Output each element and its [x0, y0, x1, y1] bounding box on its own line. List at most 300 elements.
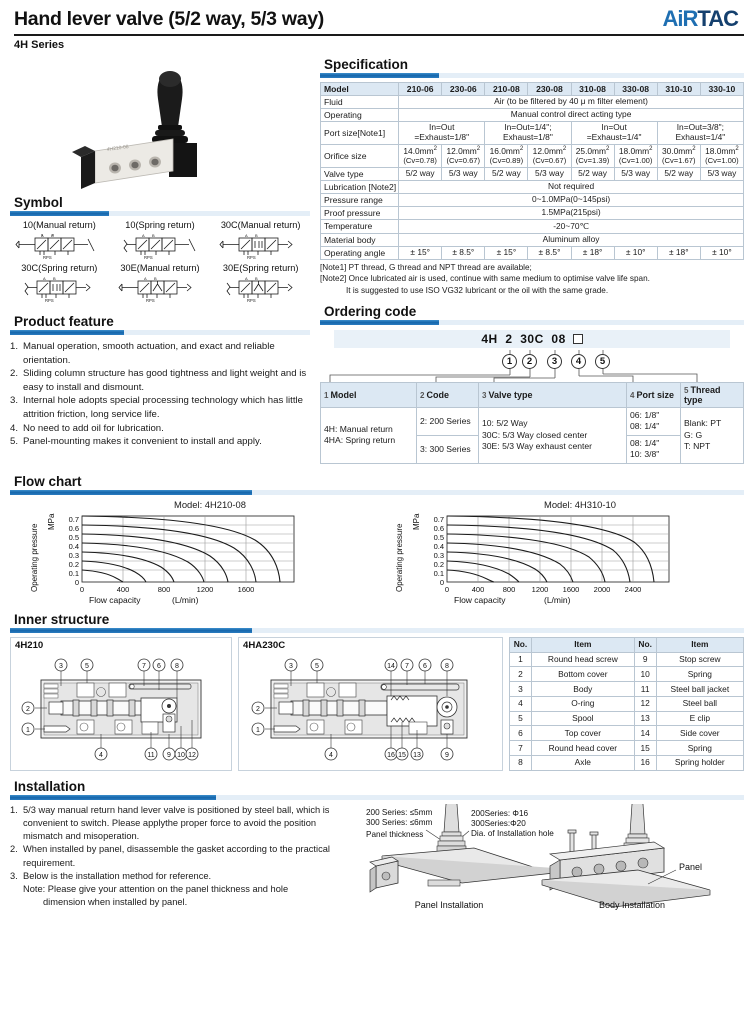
svg-text:B: B: [254, 233, 258, 238]
product-photo: [10, 55, 310, 193]
section-flow-chart: [10, 472, 744, 495]
list-item: [10, 435, 310, 449]
table-row: [321, 109, 744, 122]
orifice-area: $16.0mm^2$: [489, 146, 524, 157]
section-accent-bar: [10, 330, 310, 335]
model-option: 4H: Manual return: [324, 423, 393, 434]
svg-text:0.1: 0.1: [68, 568, 79, 578]
orifice-cell: [657, 145, 700, 168]
valve-type-cell: 5/2 way: [485, 167, 528, 180]
svg-text:8: 8: [175, 662, 179, 670]
list-item: [10, 422, 310, 436]
note-line-1: Note: Please give your attention on the panel thickness and hole: [23, 884, 289, 894]
table-row: [510, 711, 744, 726]
ordering-header-code: [417, 382, 479, 407]
svg-text:1200: 1200: [196, 584, 214, 594]
page-title: Hand lever valve (5/2 way, 5/3 way): [14, 8, 324, 30]
part-no: 9: [634, 652, 656, 667]
left-column: [10, 55, 310, 464]
orifice-cell: [700, 145, 743, 168]
section-installation: [10, 777, 744, 800]
angle-cell: ± 8.5°: [442, 246, 485, 259]
inner-structure-row: [10, 637, 744, 771]
ordering-code-diagram: [320, 330, 744, 464]
part-item: Round head screw: [532, 652, 635, 667]
svg-text:0.5: 0.5: [433, 532, 444, 542]
header-num: 5: [684, 385, 689, 395]
part-no: 3: [510, 682, 532, 697]
svg-text:B: B: [151, 233, 155, 238]
orifice-area: $18.0mm^2$: [705, 146, 739, 157]
ordering-bubble-3: 3: [547, 354, 562, 369]
svg-text:2: 2: [256, 705, 260, 713]
orifice-cv: (Cv=0.67): [532, 155, 567, 165]
svg-text:0.6: 0.6: [68, 523, 79, 533]
table-row: [321, 167, 744, 180]
table-row-header: [321, 382, 744, 407]
specification-table: [320, 82, 744, 260]
table-row: [321, 407, 744, 435]
section-accent-bar: [10, 490, 744, 495]
svg-text:Operating pressure: Operating pressure: [395, 523, 404, 592]
item-text: Sliding column structure has good tightness and light weight and is easy to install and dismount.: [23, 368, 307, 393]
header-num: 3: [482, 390, 487, 400]
spec-port-group: [571, 122, 657, 145]
section-ordering-code: [320, 302, 744, 325]
part-no: 8: [510, 756, 532, 771]
symbol-cell: [211, 263, 310, 304]
code-part-4: 08: [551, 331, 566, 346]
chart-title-2: Model: 4H310-10: [544, 498, 616, 510]
ordering-cell-port-size-300: [627, 435, 681, 463]
svg-text:4: 4: [99, 751, 103, 759]
section-title-ordering-code: Ordering code: [324, 303, 417, 319]
valve-type-cell: 5/3 way: [614, 167, 657, 180]
svg-text:4H210-08: 4H210-08: [106, 143, 130, 153]
spec-row-label: Lubrication [Note2]: [321, 181, 399, 194]
symbol-label: 30E(Spring return): [222, 263, 299, 273]
code-part-3: 30C: [520, 331, 544, 346]
orifice-cv: (Cv=1.00): [705, 155, 739, 165]
spec-model-col: 210-06: [399, 83, 442, 96]
svg-text:1600: 1600: [237, 584, 255, 594]
symbol-diagram-52-manual: [10, 231, 109, 261]
item-number: 2.: [10, 368, 19, 380]
port-size-option: 06: 1/8": [630, 409, 660, 420]
svg-text:0.4: 0.4: [433, 541, 444, 551]
svg-text:16: 16: [387, 751, 395, 759]
svg-text:3: 3: [289, 662, 293, 670]
spec-row-label: Valve type: [321, 167, 399, 180]
list-item: [10, 843, 358, 869]
item-text: Manual operation, smooth actuation, and exact and reliable orientation.: [23, 341, 275, 366]
header-label: Code: [426, 389, 449, 400]
svg-text:10: 10: [177, 751, 185, 759]
svg-text:RPS: RPS: [246, 298, 256, 303]
ordering-bubble-1: 1: [502, 354, 517, 369]
svg-text:12: 12: [188, 751, 196, 759]
svg-text:A: A: [41, 233, 44, 238]
flow-chart-1: [10, 499, 374, 606]
symbol-label: 30C(Spring return): [21, 263, 98, 273]
svg-text:6: 6: [157, 662, 161, 670]
port-size-option: 10: 3/8": [630, 449, 660, 460]
valve-type-cell: 5/2 way: [571, 167, 614, 180]
header-num: 4: [630, 390, 635, 400]
orifice-cv: (Cv=1.00): [618, 155, 653, 165]
table-row: [510, 682, 744, 697]
spec-model-col: 230-08: [528, 83, 571, 96]
svg-text:0.3: 0.3: [68, 550, 79, 560]
item-number: 2.: [10, 844, 18, 855]
thread-type-option: G: G: [684, 429, 703, 440]
svg-text:9: 9: [445, 751, 449, 759]
inner-structure-drawing-1: [11, 638, 231, 770]
ordering-bubble-4: 4: [571, 354, 586, 369]
angle-cell: ± 10°: [614, 246, 657, 259]
flow-chart-2: [380, 499, 744, 606]
symbol-cell: [211, 220, 310, 261]
svg-text:1200: 1200: [531, 584, 549, 594]
part-item: Side cover: [656, 726, 743, 741]
spec-port-group: [657, 122, 743, 145]
ordering-code-table: [320, 382, 744, 464]
spec-row-value: Manual control direct acting type: [399, 109, 744, 122]
caption-panel-installation: Panel Installation: [414, 899, 484, 910]
ordering-header-port-size: [627, 382, 681, 407]
table-row: [321, 96, 744, 109]
section-title-specification: Specification: [324, 57, 409, 72]
item-text: When installed by panel, disassemble the gasket according to the practical requirement.: [23, 844, 330, 868]
table-row: [510, 741, 744, 756]
item-number: 1.: [10, 804, 18, 815]
svg-text:RPS: RPS: [45, 298, 54, 303]
angle-cell: ± 15°: [485, 246, 528, 259]
parts-header-item2: Item: [656, 637, 743, 652]
part-item: E clip: [656, 711, 743, 726]
item-text: Internal hole adopts special processing technology which has little attrition friction, long service life.: [23, 395, 303, 421]
valve-type-cell: 5/3 way: [442, 167, 485, 180]
port-size-option: 08: 1/4": [630, 421, 660, 432]
part-no: 11: [634, 682, 656, 697]
angle-cell: ± 10°: [700, 246, 743, 259]
svg-text:0: 0: [74, 577, 79, 587]
part-no: 1: [510, 652, 532, 667]
part-item: Steel ball jacket: [656, 682, 743, 697]
svg-text:RPS: RPS: [145, 298, 155, 303]
spec-port-group: [485, 122, 571, 145]
angle-cell: ± 18°: [657, 246, 700, 259]
svg-text:0.7: 0.7: [433, 514, 444, 524]
note-2: [Note2] Once lubricated air is used, continue with same medium to optimise valve life span.: [320, 274, 650, 284]
item-number: 4.: [10, 422, 19, 434]
svg-text:0.5: 0.5: [68, 532, 79, 542]
port-line1: In=Out=1/4";: [504, 122, 552, 133]
note-3: It is suggested to use ISO VG32 lubricant or the oil with the same grade.: [346, 285, 609, 295]
part-no: 2: [510, 667, 532, 682]
valve-type-cell: 5/3 way: [528, 167, 571, 180]
spec-row-label: Pressure range: [321, 194, 399, 207]
svg-text:400: 400: [471, 584, 485, 594]
list-item: [10, 804, 358, 844]
spec-model-col: 330-10: [700, 83, 743, 96]
code-part-5-blank-box: [573, 334, 583, 344]
header-label: Port size: [636, 389, 674, 400]
table-row: [321, 220, 744, 233]
ordering-header-thread-type: [681, 382, 744, 407]
angle-cell: ± 15°: [399, 246, 442, 259]
part-no: 10: [634, 667, 656, 682]
part-item: Body: [532, 682, 635, 697]
section-symbol: [10, 193, 310, 216]
svg-text:A: A: [141, 233, 145, 238]
symbol-diagram-30c-manual: [211, 231, 310, 261]
table-row: [321, 145, 744, 168]
ordering-header-model: [321, 382, 417, 407]
product-feature-list: [10, 340, 310, 449]
inner-diagram-2-label: 4HA230C: [243, 639, 286, 651]
svg-text:Flow capacity: Flow capacity: [454, 594, 506, 605]
note-line-2: dimension when installed by panel.: [43, 897, 188, 908]
svg-text:0.2: 0.2: [433, 559, 444, 569]
port-line1: In=Out=3/8";: [676, 122, 724, 133]
table-row: [510, 652, 744, 667]
part-no: 12: [634, 696, 656, 711]
parts-header-item1: Item: [532, 637, 635, 652]
section-title-product-feature: Product feature: [14, 314, 114, 329]
part-item: Axle: [532, 756, 635, 771]
spec-row-label: Temperature: [321, 220, 399, 233]
ordering-bubbles-row: [320, 348, 744, 382]
part-item: Spring: [656, 667, 743, 682]
svg-text:A: A: [244, 233, 248, 238]
orifice-area: $12.0mm^2$: [446, 146, 481, 157]
document-header: [10, 0, 744, 51]
svg-text:RPS: RPS: [143, 255, 153, 260]
svg-text:6: 6: [423, 662, 427, 670]
header-label: Thread type: [684, 384, 721, 405]
ordering-cell-valve-type: [479, 407, 627, 463]
code-part-1: 4H: [481, 331, 498, 346]
model-option: 4HA: Spring return: [324, 435, 396, 446]
header-label: Valve type: [488, 389, 533, 400]
svg-text:8: 8: [445, 662, 449, 670]
orifice-area: $12.0mm^2$: [532, 146, 567, 157]
symbol-diagram-30e-manual: [111, 274, 210, 304]
svg-text:2400: 2400: [624, 584, 642, 594]
thread-type-option: Blank: PT: [684, 418, 722, 429]
code-part-2: 2: [505, 331, 513, 346]
svg-text:15: 15: [398, 751, 406, 759]
symbol-diagram-30c-spring: [10, 274, 109, 304]
part-no: 4: [510, 696, 532, 711]
svg-text:0.1: 0.1: [433, 568, 444, 578]
ordering-bubble-5: 5: [595, 354, 610, 369]
symbol-cell: [10, 263, 109, 304]
svg-text:MPa: MPa: [47, 513, 56, 530]
part-no: 16: [634, 756, 656, 771]
spec-model-col: 230-06: [442, 83, 485, 96]
right-column: [320, 55, 744, 464]
svg-text:2000: 2000: [593, 584, 611, 594]
part-item: Steel ball: [656, 696, 743, 711]
svg-text:1: 1: [26, 726, 30, 734]
table-row: [321, 181, 744, 194]
valve-type-cell: 5/2 way: [657, 167, 700, 180]
inner-diagram-1-label: 4H210: [15, 639, 44, 651]
part-no: 14: [634, 726, 656, 741]
orifice-cell: [399, 145, 442, 168]
chart-title-1: Model: 4H210-08: [174, 498, 246, 510]
valve-type-option: 30E: 5/3 Way exhaust center: [482, 441, 593, 452]
symbol-label: 10(Manual return): [22, 220, 96, 230]
svg-text:0: 0: [444, 584, 450, 594]
spec-row-value: Air (to be filtered by 40 μ m filter element): [399, 96, 744, 109]
thread-type-option: T: NPT: [684, 441, 711, 452]
orifice-cell: [528, 145, 571, 168]
svg-text:B: B: [51, 233, 54, 238]
svg-text:4: 4: [329, 751, 333, 759]
svg-text:0.2: 0.2: [68, 559, 79, 569]
svg-text:1: 1: [256, 726, 260, 734]
item-number: 3.: [10, 870, 18, 881]
brand-logo-light: AiR: [662, 6, 698, 31]
svg-text:13: 13: [413, 751, 421, 759]
spec-model-col: 210-08: [485, 83, 528, 96]
installation-illustrations: [364, 804, 754, 914]
table-row: [321, 246, 744, 259]
installation-note: [10, 883, 358, 909]
table-row: [321, 122, 744, 145]
ordering-cell-thread-type: [681, 407, 744, 463]
svg-text:Operating pressure: Operating pressure: [30, 523, 39, 592]
svg-text:Panel thickness: Panel thickness: [366, 829, 424, 839]
list-item: [10, 870, 358, 883]
title-divider: [14, 34, 744, 36]
brand-logo: [663, 6, 738, 32]
svg-text:7: 7: [142, 662, 146, 670]
section-accent-bar: [10, 211, 310, 216]
table-row: [510, 667, 744, 682]
svg-text:200 Series: ≤5mm: 200 Series: ≤5mm: [366, 807, 433, 817]
table-row-header: [321, 83, 744, 96]
hand-lever-valve-illustration: [65, 59, 255, 189]
svg-text:RPS: RPS: [43, 255, 52, 260]
svg-text:5: 5: [85, 662, 89, 670]
svg-text:0: 0: [439, 577, 444, 587]
part-no: 7: [510, 741, 532, 756]
spec-model-col: 310-08: [571, 83, 614, 96]
spec-row-label: Proof pressure: [321, 207, 399, 220]
item-text: 5/3 way manual return hand lever valve is positioned by steel ball, which is convenient to switch. Please applythe proper force to avoid the position mismatch and misoperation.: [23, 804, 330, 842]
spec-row-value: Aluminum alloy: [399, 233, 744, 246]
section-title-installation: Installation: [14, 778, 86, 794]
ordering-cell-code-300: 3: 300 Series: [417, 435, 479, 463]
orifice-cell: [485, 145, 528, 168]
port-line1: In=Out: [429, 122, 455, 133]
item-number: 3.: [10, 395, 19, 407]
installation-list: [10, 804, 358, 914]
svg-text:1600: 1600: [562, 584, 580, 594]
ordering-code-text: [334, 332, 730, 346]
ordering-cell-model: [321, 407, 417, 463]
svg-text:0.7: 0.7: [68, 514, 79, 524]
svg-text:B: B: [153, 276, 157, 281]
port-line1: In=Out: [601, 122, 627, 133]
symbol-label: 30E(Manual return): [120, 263, 200, 273]
svg-text:2: 2: [26, 705, 30, 713]
orifice-area: $14.0mm^2$: [403, 146, 437, 157]
section-accent-bar: [10, 628, 744, 633]
section-accent-bar: [320, 320, 744, 325]
parts-header-no1: No.: [510, 637, 532, 652]
ordering-code-strip: [334, 330, 730, 348]
ordering-cell-port-size-200: [627, 407, 681, 435]
svg-text:B: B: [53, 276, 56, 281]
ordering-cell-code-200: 2: 200 Series: [417, 407, 479, 435]
note-1: [Note1] PT thread, G thread and NPT thread are available;: [320, 262, 532, 272]
valve-type-cell: 5/2 way: [399, 167, 442, 180]
list-item: [10, 394, 310, 421]
part-item: O-ring: [532, 696, 635, 711]
table-row-header: [510, 637, 744, 652]
symbol-cell: [111, 263, 210, 304]
svg-text:9: 9: [167, 751, 171, 759]
symbol-grid: [10, 220, 310, 304]
orifice-cell: [614, 145, 657, 168]
series-subtitle: 4H Series: [14, 39, 65, 51]
installation-figures: [364, 804, 754, 914]
svg-text:B: B: [254, 276, 258, 281]
svg-text:11: 11: [147, 751, 155, 759]
symbol-cell: [111, 220, 210, 261]
spec-row-label: Operating angle: [321, 246, 399, 259]
spec-row-label: Material body: [321, 233, 399, 246]
part-item: Spring: [656, 741, 743, 756]
svg-text:0.4: 0.4: [68, 541, 79, 551]
orifice-cell: [442, 145, 485, 168]
part-item: Top cover: [532, 726, 635, 741]
item-text: Below is the installation method for reference.: [23, 870, 212, 881]
ordering-bubble-2: 2: [522, 354, 537, 369]
svg-text:200Series: Φ16: 200Series: Φ16: [471, 808, 529, 818]
orifice-cv: (Cv=0.78): [403, 155, 437, 165]
spec-row-label: Port size[Note1]: [321, 122, 399, 145]
header-label: Model: [330, 389, 357, 400]
orifice-area: $18.0mm^2$: [618, 146, 653, 157]
orifice-cv: (Cv=0.89): [489, 155, 524, 165]
svg-text:0.6: 0.6: [433, 523, 444, 533]
symbol-diagram-52-spring: [111, 231, 210, 261]
spec-row-label: Orifice size: [321, 145, 399, 168]
orifice-cv: (Cv=1.67): [661, 155, 696, 165]
table-row: [321, 207, 744, 220]
svg-text:0: 0: [79, 584, 85, 594]
spec-model-label: Model: [321, 83, 399, 96]
symbol-label: 30C(Manual return): [220, 220, 301, 230]
header-num: 1: [324, 390, 329, 400]
svg-text:Flow capacity: Flow capacity: [89, 594, 141, 605]
svg-text:14: 14: [387, 662, 395, 670]
angle-cell: ± 18°: [571, 246, 614, 259]
svg-text:A: A: [244, 276, 248, 281]
inner-structure-drawing-2: [239, 638, 502, 770]
list-item: [10, 340, 310, 367]
item-number: 5.: [10, 436, 19, 448]
ordering-header-valve-type: [479, 382, 627, 407]
port-line2: Exhaust=1/8": [503, 132, 553, 143]
ordering-leader-lines: [320, 348, 754, 382]
